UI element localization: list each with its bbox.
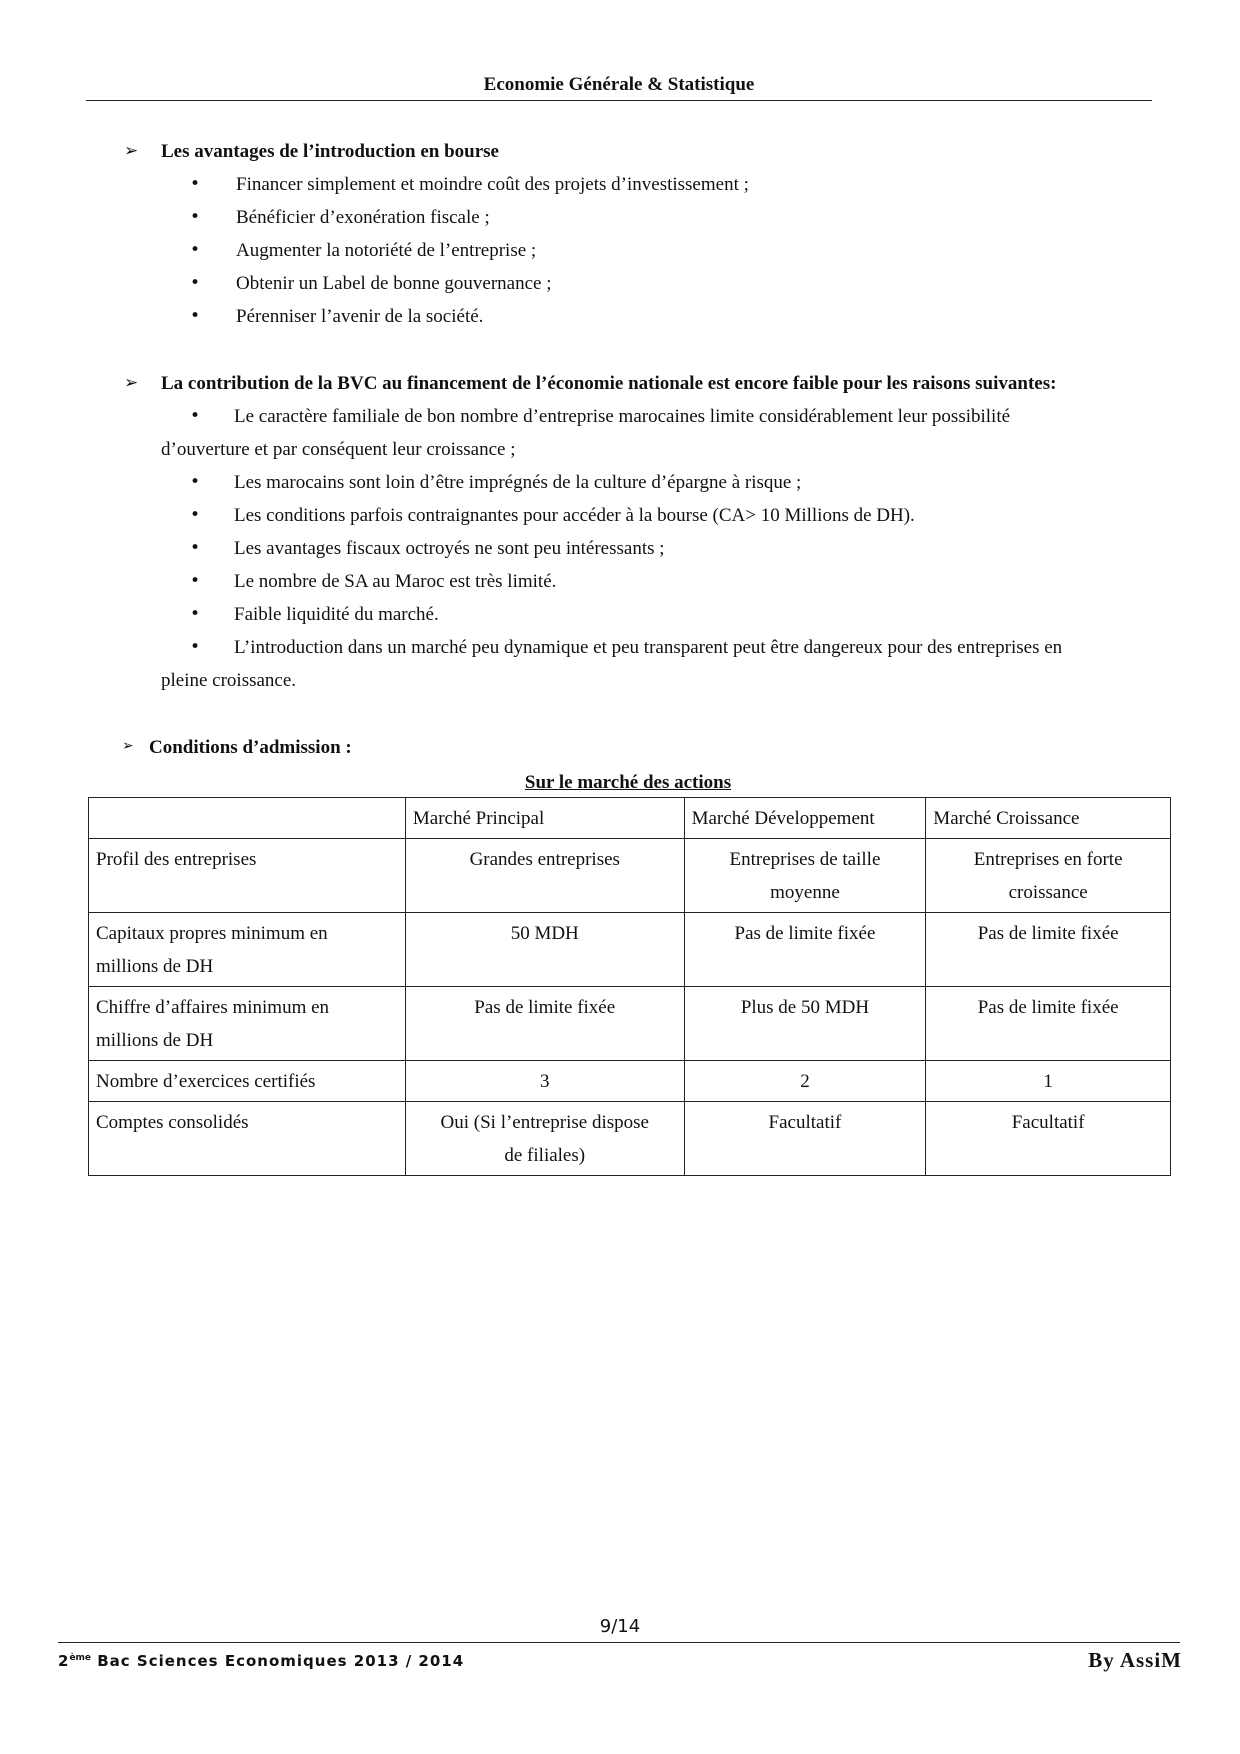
table-cell: Pas de limite fixée — [926, 913, 1171, 987]
table-cell: 3 — [405, 1061, 684, 1102]
table-cell: 2 — [684, 1061, 926, 1102]
table-cell: Entreprises en forte croissance — [926, 839, 1171, 913]
list-item: Augmenter la notoriété de l’entreprise ; — [236, 240, 537, 261]
bullet-icon: • — [190, 273, 201, 293]
bullet-icon: • — [190, 306, 201, 326]
table-cell: Grandes entreprises — [405, 839, 684, 913]
section-heading-avantages: Les avantages de l’introduction en bourse — [161, 141, 499, 162]
table-row — [89, 839, 1171, 913]
footer-course-label: 2ème Bac Sciences Economiques 2013 / 2014 — [58, 1652, 465, 1670]
table-header-cell: Marché Croissance — [926, 798, 1171, 839]
bullet-icon: • — [190, 604, 201, 624]
table-row — [89, 987, 1171, 1061]
admission-conditions-table — [88, 797, 1171, 1176]
footer-divider — [58, 1642, 1180, 1643]
arrow-bullet-icon: ➢ — [124, 141, 139, 161]
table-row — [89, 1061, 1171, 1102]
table-cell: Facultatif — [684, 1102, 926, 1176]
table-cell: Pas de limite fixée — [684, 913, 926, 987]
table-row-label: Chiffre d’affaires minimum en millions de DH — [89, 987, 406, 1061]
section-heading-conditions: Conditions d’admission : — [149, 737, 352, 758]
list-item: Obtenir un Label de bonne gouvernance ; — [236, 273, 552, 294]
table-header-cell: Marché Développement — [684, 798, 926, 839]
header-divider — [86, 100, 1152, 101]
table-caption: Sur le marché des actions — [524, 772, 732, 793]
bullet-icon: • — [190, 505, 201, 525]
list-item: Les marocains sont loin d’être imprégnés de la culture d’épargne à risque ; — [234, 472, 802, 493]
list-item: Le nombre de SA au Maroc est très limité. — [234, 571, 557, 592]
bullet-icon: • — [190, 174, 201, 194]
table-header-row — [89, 798, 1171, 839]
table-header-cell — [89, 798, 406, 839]
table-row-label: Capitaux propres minimum en millions de DH — [89, 913, 406, 987]
table-cell: Entreprises de taille moyenne — [684, 839, 926, 913]
list-item: Financer simplement et moindre coût des projets d’investissement ; — [236, 174, 749, 195]
bullet-icon: • — [190, 207, 201, 227]
table-header-cell: Marché Principal — [405, 798, 684, 839]
list-item: Le caractère familiale de bon nombre d’entreprise marocaines limite considérablement leur possibilité — [234, 406, 1011, 427]
bullet-icon: • — [190, 571, 201, 591]
table-row — [89, 913, 1171, 987]
table-cell: 50 MDH — [405, 913, 684, 987]
table-row-label: Profil des entreprises — [89, 839, 406, 913]
list-item: Bénéficier d’exonération fiscale ; — [236, 207, 490, 228]
table-row-label: Comptes consolidés — [89, 1102, 406, 1176]
list-item: Faible liquidité du marché. — [234, 604, 439, 625]
table-row — [89, 1102, 1171, 1176]
list-item-continuation: d’ouverture et par conséquent leur croissance ; — [161, 439, 516, 460]
bullet-icon: • — [190, 240, 201, 260]
arrow-bullet-icon: ➢ — [122, 738, 134, 754]
list-item-continuation: pleine croissance. — [161, 670, 297, 691]
page-header-title: Economie Générale & Statistique — [483, 74, 755, 95]
table-cell: Oui (Si l’entreprise dispose de filiales) — [405, 1102, 684, 1176]
bullet-icon: • — [190, 472, 201, 492]
list-item: L’introduction dans un marché peu dynamique et peu transparent peut être dangereux pour des entreprises en — [234, 637, 1063, 658]
table-cell: Facultatif — [926, 1102, 1171, 1176]
table-row-label: Nombre d’exercices certifiés — [89, 1061, 406, 1102]
arrow-bullet-icon: ➢ — [124, 373, 139, 393]
table-cell: Pas de limite fixée — [405, 987, 684, 1061]
table-cell: Plus de 50 MDH — [684, 987, 926, 1061]
bullet-icon: • — [190, 637, 201, 657]
footer-author: By AssiM — [1088, 1648, 1182, 1672]
table-cell: 1 — [926, 1061, 1171, 1102]
list-item: Les avantages fiscaux octroyés ne sont peu intéressants ; — [234, 538, 665, 559]
table-cell: Pas de limite fixée — [926, 987, 1171, 1061]
bullet-icon: • — [190, 406, 201, 426]
list-item: Pérenniser l’avenir de la société. — [236, 306, 484, 327]
section-heading-contribution: La contribution de la BVC au financement de l’économie nationale est encore faible pour les raisons suivantes: — [161, 373, 1057, 394]
page-number: 9/14 — [599, 1616, 641, 1637]
list-item: Les conditions parfois contraignantes pour accéder à la bourse (CA> 10 Millions de DH). — [234, 505, 915, 526]
bullet-icon: • — [190, 538, 201, 558]
